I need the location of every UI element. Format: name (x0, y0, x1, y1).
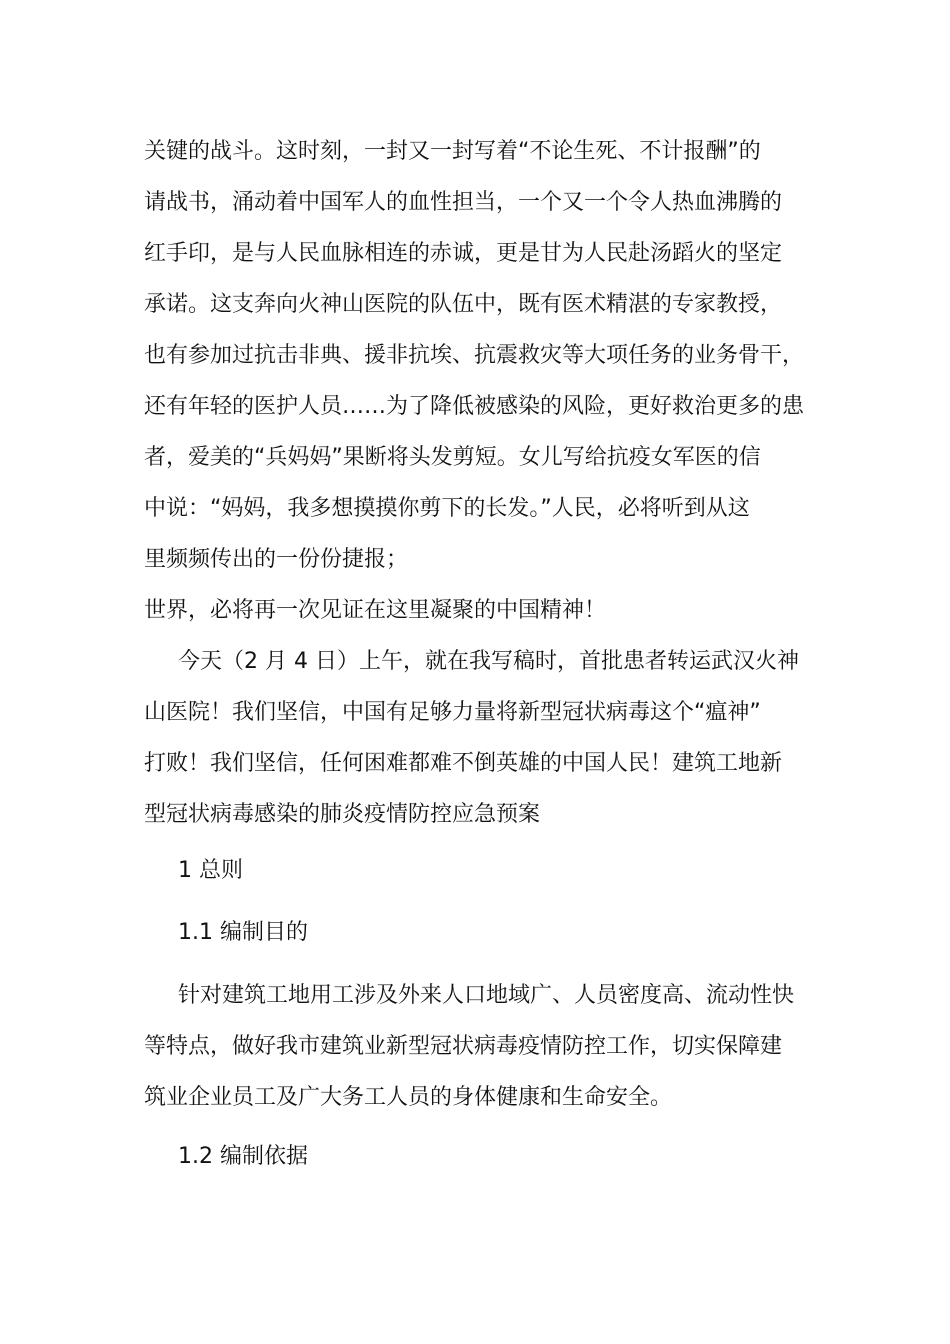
text-line: 今天（2 月 4 日）上午，就在我写稿时，首批患者转运武汉火神 (178, 649, 799, 674)
text-line: 里频频传出的一份份捷报； (144, 547, 409, 572)
heading-basis: 1.2 编制依据 (178, 1144, 308, 1169)
text-line: 针对建筑工地用工涉及外来人口地域广、人员密度高、流动性快 (178, 983, 795, 1008)
text-line: 等特点，做好我市建筑业新型冠状病毒疫情防控工作，切实保障建 (144, 1034, 783, 1059)
text-line: 山医院！我们坚信，中国有足够力量将新型冠状病毒这个“瘟神” (144, 700, 761, 725)
text-line: 筑业企业员工及广大务工人员的身体健康和生命安全。 (144, 1085, 673, 1110)
paragraph-first-patients (144, 636, 814, 840)
heading-purpose: 1.1 编制目的 (178, 920, 308, 945)
paragraph-volunteers (144, 126, 814, 636)
text-line: 也有参加过抗击非典、援非抗埃、抗震救灾等大项任务的业务骨干， (144, 343, 805, 368)
text-line: 打败！我们坚信，任何困难都难不倒英雄的中国人民！建筑工地新 (144, 751, 783, 776)
text-line: 型冠状病毒感染的肺炎疫情防控应急预案 (144, 802, 541, 827)
text-line: 关键的战斗。这时刻，一封又一封写着“不论生死、不计报酬”的 (144, 139, 761, 164)
text-line: 承诺。这支奔向火神山医院的队伍中，既有医术精湛的专家教授， (144, 292, 783, 317)
text-line: 红手印，是与人民血脉相连的赤诚，更是甘为人民赴汤蹈火的坚定 (144, 241, 783, 266)
text-line: 者，爱美的“兵妈妈”果断将头发剪短。女儿写给抗疫女军医的信 (144, 445, 761, 470)
text-line: 中说：“妈妈，我多想摸摸你剪下的长发。”人民，必将听到从这 (144, 496, 750, 521)
paragraph-purpose (144, 970, 814, 1123)
text-line: 请战书，涌动着中国军人的血性担当，一个又一个令人热血沸腾的 (144, 190, 783, 215)
text-line: 世界，必将再一次见证在这里凝聚的中国精神！ (144, 598, 607, 623)
heading-general-principles: 1 总则 (178, 858, 243, 883)
text-line: 还有年轻的医护人员……为了降低被感染的风险，更好救治更多的患 (144, 394, 805, 419)
